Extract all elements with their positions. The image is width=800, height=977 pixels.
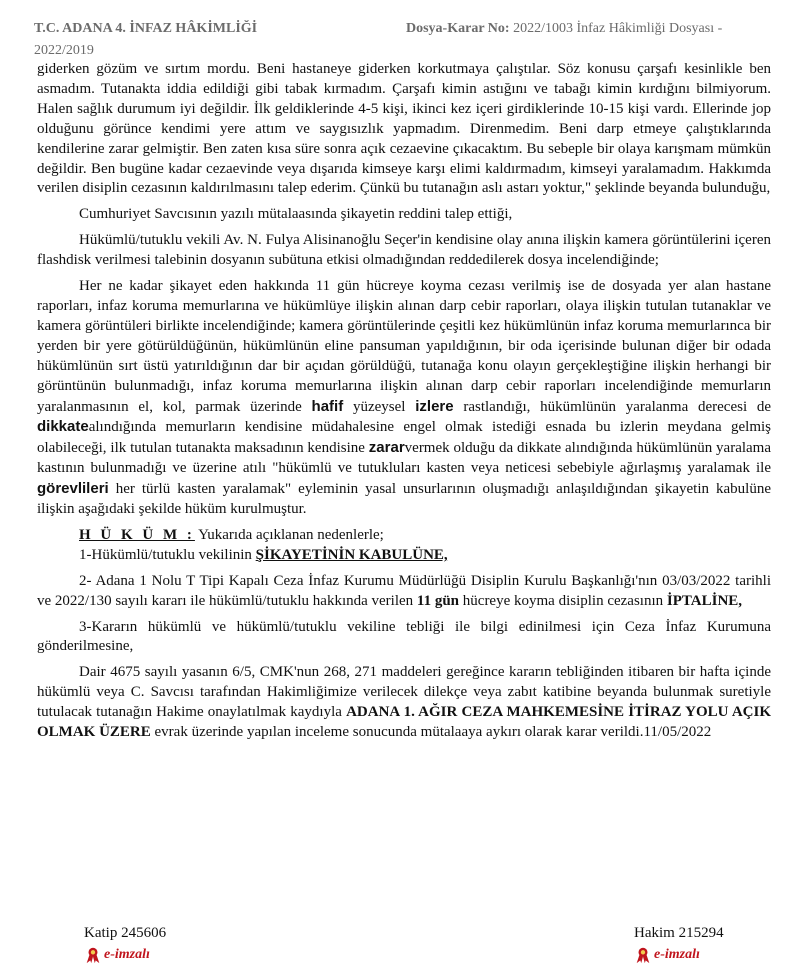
clerk-signature-label: Katip 245606 [84, 925, 167, 941]
keyword-gorevlileri: görevlileri [37, 480, 109, 498]
e-signature-label: e-imzalı [654, 947, 700, 962]
document-header [34, 18, 774, 62]
e-signature-label: e-imzalı [104, 947, 150, 962]
evaluation-text: yüzeysel [352, 398, 406, 415]
e-signature-seal [634, 946, 724, 964]
verdict-item-1 [37, 546, 771, 566]
file-number-label: Dosya-Karar No: [406, 21, 510, 36]
clerk-signature [84, 925, 166, 964]
rosette-seal-icon [84, 946, 102, 964]
evaluation-text: rastlandığı, hükümlünün yaralanma derecesi de [463, 398, 772, 415]
evaluation-text: vermek olduğu da dikkate alındığında hükümlünün yaralama kastının bulunmadığı ve üzerine atılı "hükümlü ve tutukluları kasten veya neticesi sebebiyle ağırlaşmış yaralamak ile [37, 440, 772, 477]
judge-signature-label: Hakim 215294 [634, 925, 724, 941]
verdict-item-bold: İPTALİNE, [666, 592, 743, 609]
keyword-hafif: hafif [311, 397, 344, 415]
keyword-dikkate: dikkate [37, 418, 89, 436]
evaluation-text: alındığında memurların kendisine müdahalesine engel olmak istediği esnada bu izlerin meydana gelmiş olabileceği, ilk tutulan tutanakta maksadının kendisine [37, 419, 771, 457]
judge-signature [634, 925, 724, 964]
file-number-value: 2022/1003 İnfaz Hâkimliği Dosyası - [513, 21, 723, 36]
verdict-item-3: 3-Kararın hükümlü ve hükümlü/tutuklu vekiline tebliği ile bilgi edinilmesi için Ceza İnfaz Kurumuna gönderilmesine, [37, 618, 771, 655]
document-body [37, 60, 771, 743]
rosette-seal-icon [634, 946, 652, 964]
lawyer-request-paragraph: Hükümlü/tutuklu vekili Av. N. Fulya Alisinanoğlu Seçer'in kendisine olay anına ilişkin kamera görüntülerini içeren flashdisk verilmesi talebinin dosyanın subütuna etkisi olmadığından reddedilerek dosya incelendiğinde; [37, 232, 771, 269]
file-year: 2022/2019 [34, 43, 94, 58]
evaluation-text: her türlü kasten yaralamak" eyleminin yasal unsurlarının oluşmadığı anlaşıldığından şikayetin kabulüne ilişkin aşağıdaki şekilde hüküm kurulmuştur. [37, 481, 771, 518]
verdict-item-bold: 11 gün [416, 592, 460, 609]
statement-paragraph: giderken gözüm ve sırtım mordu. Beni hastaneye giderken korkutmaya çalıştılar. Söz konusu çarşafı kesinlikle ben asmadım. Tutanakta iddia edildiği gibi tabak kırmadım. Çarşafı kimin astığını ve tabağı kimin kırdığını bilmiyorum. Halen sağlık durumum iyi değildir. İlk geldiklerinde 4-5 kişi, ikinci kez içeri girdiklerinde 10-15 kişi vardı. Ellerinde jop olduğunu görünce kendimi yere attım ve saygısızlık yapmadım. Direnmedim. Beni darp etmeye çalıştıklarında kendilerine zarar gelmiştir. Ben zaten kısa süre sonra açık cezaevine çıkacaktım. Bu sebeple bir olaya karışmam mümkün değildir. Ben bugüne kadar cezaevinde veya dışarıda kimseye karşı elimi kaldırmadım, kimseyi yaralamadım. Hakkımda verilen disiplin cezasının kaldırılmasını talep ederim. Çünkü bu tutanağın aslı astarı yoktur," şeklinde beyanda bulunduğu, [37, 61, 771, 197]
court-name: T.C. ADANA 4. İNFAZ HÂKİMLİĞİ [34, 21, 258, 36]
verdict-item-text: 1-Hükümlü/tutuklu vekilinin [79, 546, 252, 563]
keyword-izlere: izlere [415, 397, 454, 415]
verdict-item-bold: ŞİKAYETİNİN KABULÜNE, [255, 546, 448, 563]
verdict-item-2 [37, 572, 771, 612]
keyword-zarar: zarar [368, 439, 405, 457]
e-signature-seal [84, 946, 166, 964]
file-number [406, 18, 722, 40]
verdict-item-text: 2- Adana 1 Nolu T Tipi Kapalı Ceza İnfaz Kurumu Müdürlüğü Disiplin Kurulu Başkanlığı'nın 03/03/2022 tarihli ve 2022/130 sayılı kararı ile hükümlü/tutuklu hakkında verilen [37, 572, 771, 609]
verdict-item-text: hücreye koyma disiplin cezasının [462, 592, 664, 609]
verdict-intro: Yukarıda açıklanan nedenlerle; [198, 526, 384, 543]
evaluation-text: Her ne kadar şikayet eden hakkında 11 gün hücreye koyma cezası verilmiş ise de dosyada yer alan hastane raporları, infaz koruma memurlarına ve hükümlüye ilişkin alınan darp cebir raporları, olaya ilişkin tutulan tutanaklar ve kamera görüntüleri birlikte incelendiğinde; kamera görüntülerinde çeşitli kez hükümlünün infaz koruma memurlarınca bir yerden bir yere götürüldüğünün, hükümlünün eline pansuman yapıldığının, bir oda içerisinde bulunan diğer bir odada hükümlünün sırt üstü yatırıldığının dar bir açıdan görüldüğü, tutanağa konu olayın gerçekleştiğine ilişkin herhangi bir görüntünün bulunmadığı, infaz koruma memurlarına ilişkin alınan darp cebir raporları incelendiğinde memurların yaralanmasının el, kol, parmak üzerinde [37, 278, 771, 415]
appeal-bold: ADANA 1. AĞIR CEZA MAHKEMESİNE İTİRAZ YOLU AÇIK OLMAK ÜZERE [37, 704, 771, 741]
prosecutor-paragraph: Cumhuriyet Savcısının yazılı mütalaasında şikayetin reddini talep ettiği, [79, 206, 513, 223]
verdict-label: H Ü K Ü M : [79, 526, 195, 543]
verdict-heading [37, 526, 771, 546]
appeal-paragraph [37, 663, 771, 743]
appeal-text: Dair 4675 sayılı yasanın 6/5, CMK'nun 268, 271 maddeleri gereğince kararın tebliğinden itibaren bir hafta içinde hükümlü veya C. Savcısı tarafından Hakimliğimize verilecek dilekçe veya zabıt katibine beyanda bulunmak suretiyle tutulacak tutanağın Hakime onaylatılmak kaydıyla [37, 664, 771, 721]
evaluation-paragraph [37, 277, 771, 520]
appeal-text: evrak üzerinde yapılan inceleme sonucunda mütalaaya aykırı olarak karar verildi.11/05/2022 [154, 724, 712, 741]
